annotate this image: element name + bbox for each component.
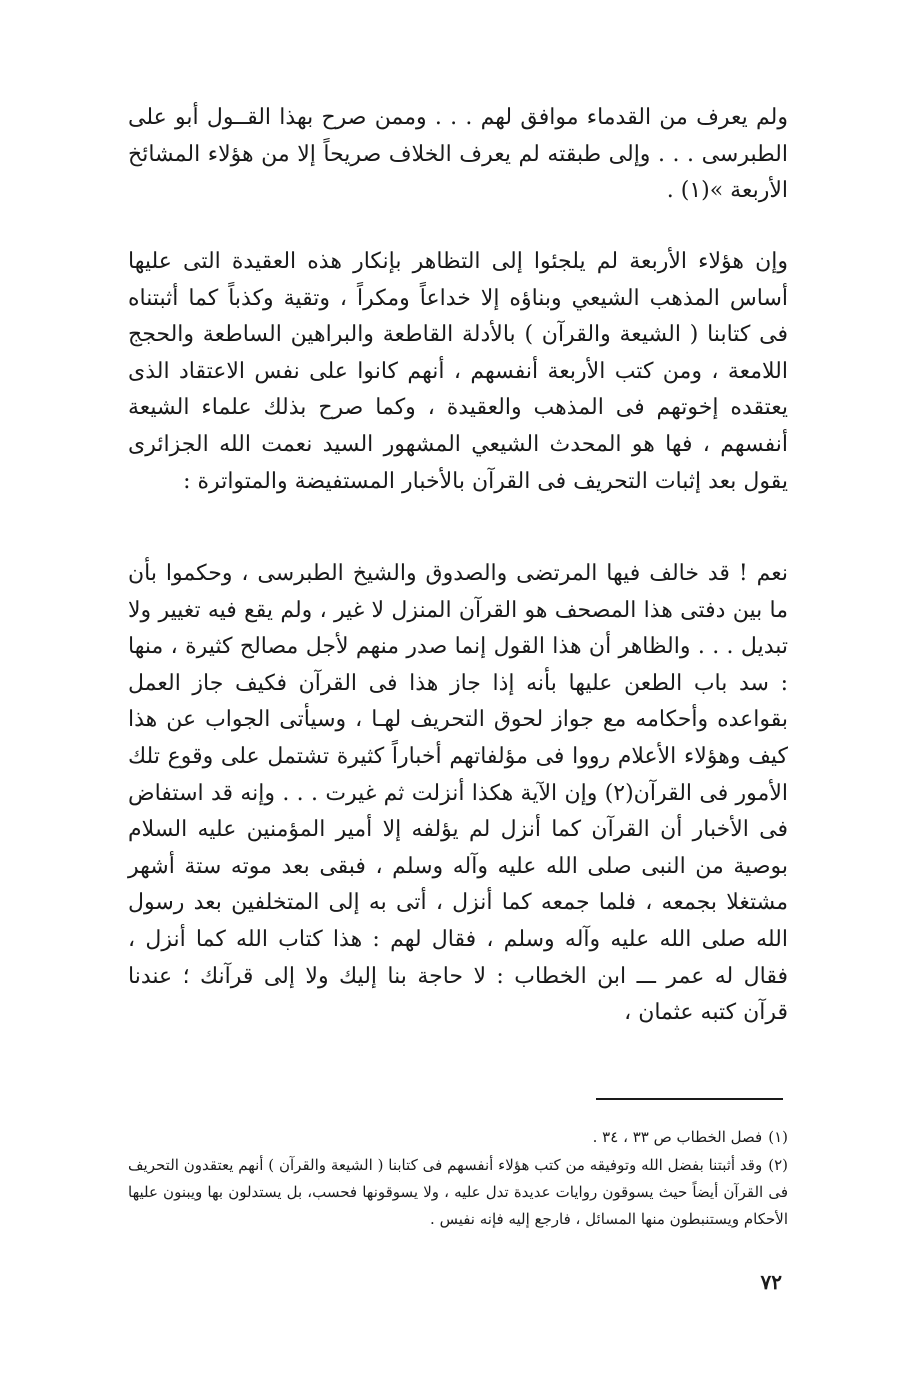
footnote-2-marker: (٢): [768, 1156, 788, 1174]
paragraph-2: وإن هؤلاء الأربعة لم يلجئوا إلى التظاهر بإنكار هذه العقيدة التى عليها أساس المذهب الشيعي وبناؤه إلا خداعاً ومكراً ، وتقية وكذباً كما أثبتناه فى كتابنا ( الشيعة والقرآن ) بالأدلة القاطعة والبراهين الساطعة والحجج اللامعة ، ومن كتب الأربعة أنفسهم ، أنهم كانوا على نفس الاعتقاد الذى يعتقده إخوتهم فى المذهب والعقيدة ، وكما صرح بذلك علماء الشيعة أنفسهم ، فها هو المحدث الشيعي المشهور السيد نعمت الله الجزائرى يقول بعد إثبات التحريف فى القرآن بالأخبار المستفيضة والمتواترة :: [128, 249, 788, 494]
footnote-2-text: وقد أثبتنا بفضل الله وتوفيقه من كتب هؤلاء أنفسهم فى كتابنا ( الشيعة والقرآن ) أنهم يعتقدون التحريف فى القرآن أيضاً حيث يسوقون روايات عديدة تدل عليه ، ولا يسوقونها فحسب، بل يستدلون بها ويبنون عليها الأحكام ويستنبطون منها المسائل ، فارجع إليه فإنه نفيس .: [128, 1156, 788, 1228]
paragraph-1: ولم يعرف من القدماء موافق لهم . . . وممن صرح بهذا القــول أبو على الطبرسى . . . وإلى طبقته لم يعرف الخلاف صريحاً إلا من هؤلاء المشائخ الأربعة »(١) .: [128, 105, 788, 204]
footnote-divider: [596, 1098, 783, 1100]
paragraph-3: نعم ! قد خالف فيها المرتضى والصدوق والشيخ الطبرسى ، وحكموا بأن ما بين دفتى هذا المصحف هو القرآن المنزل لا غير ، ولم يقع فيه تغيير ولا تبديل . . . والظاهر أن هذا القول إنما صدر منهم لأجل مصالح كثيرة ، منها : سد باب الطعن عليها بأنه إذا جاز هذا فى القرآن فكيف جاز العمل بقواعده وأحكامه مع جواز لحوق التحريف لهـا ، وسيأتى الجواب عن هذا كيف وهؤلاء الأعلام رووا فى مؤلفاتهم أخباراً كثيرة تشتمل على وقوع تلك الأمور فى القرآن(٢) وإن الآية هكذا أنزلت ثم غيرت . . . وإنه قد استفاض فى الأخبار أن القرآن كما أنزل لم يؤلفه إلا أمير المؤمنين عليه السلام بوصية من النبى صلى الله عليه وآله وسلم ، فبقى بعد موته ستة أشهر مشتغلا بجمعه ، فلما جمعه كما أنزل ، أتى به إلى المتخلفين بعد رسول الله صلى الله عليه وآله وسلم ، فقال لهم : هذا كتاب الله كما أنزل ، فقال له عمر ـــ ابن الخطاب : لا حاجة بنا إليك ولا إلى قرآنك ؛ عندنا قرآن كتبه عثمان ،: [128, 561, 788, 1026]
footnote-1-text: فصل الخطاب ص ٣٣ ، ٣٤ .: [592, 1128, 763, 1146]
footnote-1-marker: (١): [768, 1128, 788, 1146]
footnote-1: [128, 1124, 788, 1151]
page-number: ٧٢: [760, 1270, 782, 1294]
footnotes: [128, 1124, 788, 1234]
footnote-2: [128, 1152, 788, 1233]
